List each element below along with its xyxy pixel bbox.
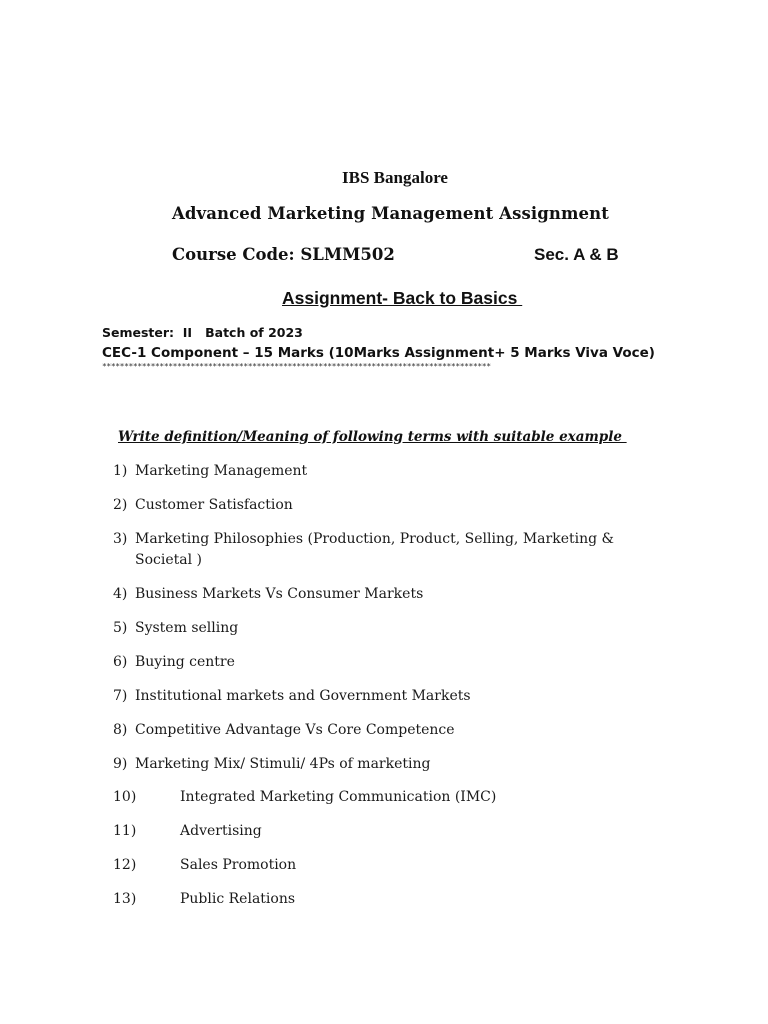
list-item-number: 5) xyxy=(113,620,128,636)
semester-batch-line: Semester: II Batch of 2023 xyxy=(102,325,303,340)
list-item-number: 4) xyxy=(113,586,128,602)
list-item-number: 1) xyxy=(113,463,128,479)
instruction-heading: Write definition/Meaning of following terms with suitable example xyxy=(118,429,627,445)
list-item-text: Marketing Philosophies (Production, Product, Selling, Marketing & Societal ) xyxy=(135,531,614,568)
list-item-number: 12) xyxy=(113,857,137,873)
course-code: Course Code: SLMM502 xyxy=(172,245,395,264)
list-item-text: System selling xyxy=(135,620,239,636)
section-label: Sec. A & B xyxy=(534,245,619,264)
assignment-title: Advanced Marketing Management Assignment xyxy=(172,204,609,223)
list-item-text: Advertising xyxy=(180,823,262,839)
list-item-text: Business Markets Vs Consumer Markets xyxy=(135,586,424,602)
list-item-text: Integrated Marketing Communication (IMC) xyxy=(180,789,497,805)
list-item-text: Institutional markets and Government Markets xyxy=(135,688,471,704)
list-item-number: 13) xyxy=(113,891,137,907)
list-item-number: 10) xyxy=(113,789,137,805)
list-item-number: 6) xyxy=(113,654,128,670)
list-item-text: Marketing Mix/ Stimuli/ 4Ps of marketing xyxy=(135,756,431,772)
institution-name: IBS Bangalore xyxy=(342,168,448,187)
list-item-text: Public Relations xyxy=(180,891,296,907)
assignment-heading: Assignment- Back to Basics xyxy=(282,288,523,308)
list-item-text: Competitive Advantage Vs Core Competence xyxy=(135,722,455,738)
list-item-number: 2) xyxy=(113,497,128,513)
cec-component-line: CEC-1 Component – 15 Marks (10Marks Assignment+ 5 Marks Viva Voce) xyxy=(102,345,655,361)
list-item-text: Customer Satisfaction xyxy=(135,497,293,513)
list-item-number: 7) xyxy=(113,688,128,704)
list-item-number: 11) xyxy=(113,823,137,839)
asterisk-separator: **************************************************************************************** xyxy=(102,362,491,371)
list-item-number: 8) xyxy=(113,722,128,738)
list-item-number: 3) xyxy=(113,531,128,547)
list-item-text: Buying centre xyxy=(135,654,235,670)
list-item-number: 9) xyxy=(113,756,128,772)
list-item-text: Sales Promotion xyxy=(180,857,297,873)
list-item-text: Marketing Management xyxy=(135,463,308,479)
